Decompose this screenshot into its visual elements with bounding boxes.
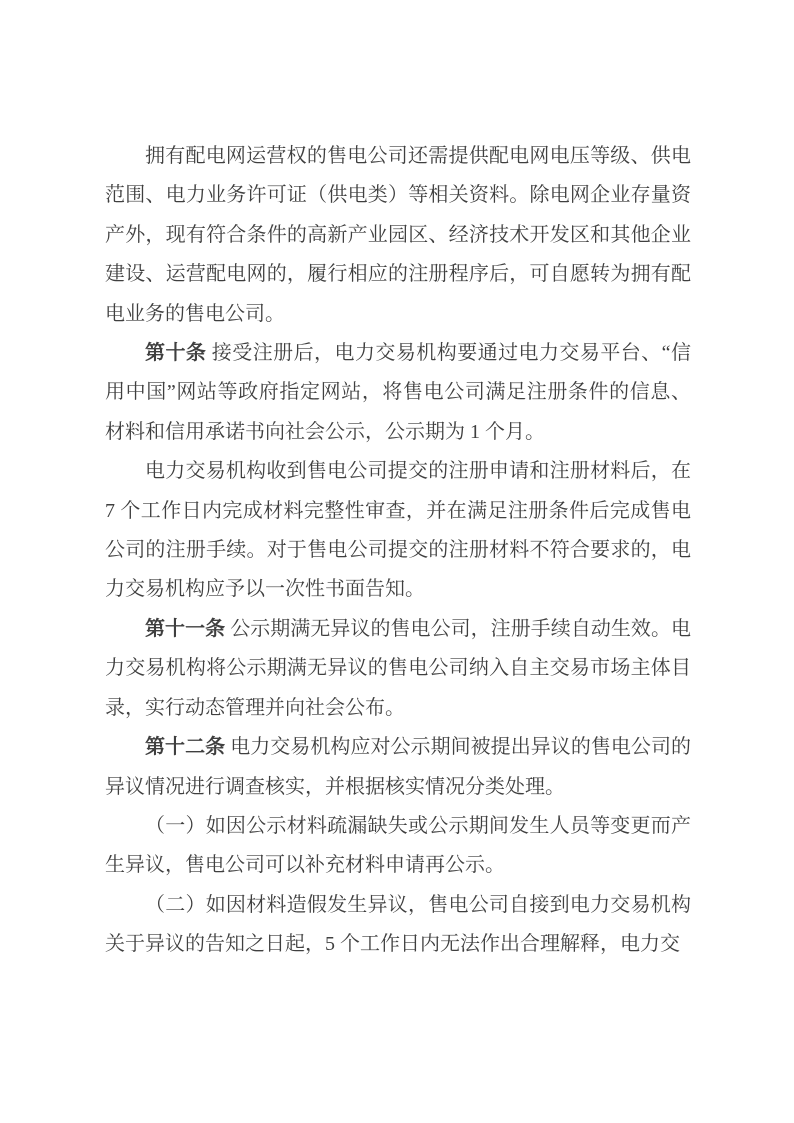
paragraph: [105, 137, 691, 334]
paragraph-text: 接受注册后，电力交易机构要通过电力交易平台、“信用中国”网站等政府指定网站，将售电公司满足注册条件的信息、材料和信用承诺书向社会公示，公示期为 1 个月。: [105, 342, 691, 443]
paragraph-article-12: [105, 728, 691, 807]
paragraph-article-10: [105, 334, 691, 452]
paragraph-item-1: [105, 807, 691, 886]
document-body: [105, 137, 691, 965]
paragraph-text: 公示期满无异议的售电公司，注册手续自动生效。电力交易机构将公示期满无异议的售电公司纳入自主交易市场主体目录，实行动态管理并向社会公布。: [105, 617, 692, 719]
paragraph-text: （一）如因公示材料疏漏缺失或公示期间发生人员等变更而产生异议，售电公司可以补充材料申请再公示。: [105, 814, 691, 877]
paragraph-text: 电力交易机构收到售电公司提交的注册申请和注册材料后，在 7 个工作日内完成材料完整性审查，并在满足注册条件后完成售电公司的注册手续。对于售电公司提交的注册材料不符合要求的，电力交易机构应予以一次性书面告知。: [105, 460, 691, 601]
paragraph-item-2: [105, 886, 691, 965]
paragraph-article-11: [105, 610, 691, 728]
paragraph-text: （二）如因材料造假发生异议，售电公司自接到电力交易机构关于异议的告知之日起，5 个工作日内无法作出合理解释，电力交: [105, 893, 691, 956]
article-number: 第十条: [145, 342, 207, 365]
article-number: 第十二条: [145, 736, 226, 759]
paragraph-text: 拥有配电网运营权的售电公司还需提供配电网电压等级、供电范围、电力业务许可证（供电类）等相关资料。除电网企业存量资产外，现有符合条件的高新产业园区、经济技术开发区和其他企业建设、运营配电网的，履行相应的注册程序后，可自愿转为拥有配电业务的售电公司。: [105, 145, 691, 325]
paragraph: [105, 452, 691, 610]
article-number: 第十一条: [145, 617, 226, 640]
paragraph-text: 电力交易机构应对公示期间被提出异议的售电公司的异议情况进行调查核实，并根据核实情况分类处理。: [105, 736, 692, 798]
